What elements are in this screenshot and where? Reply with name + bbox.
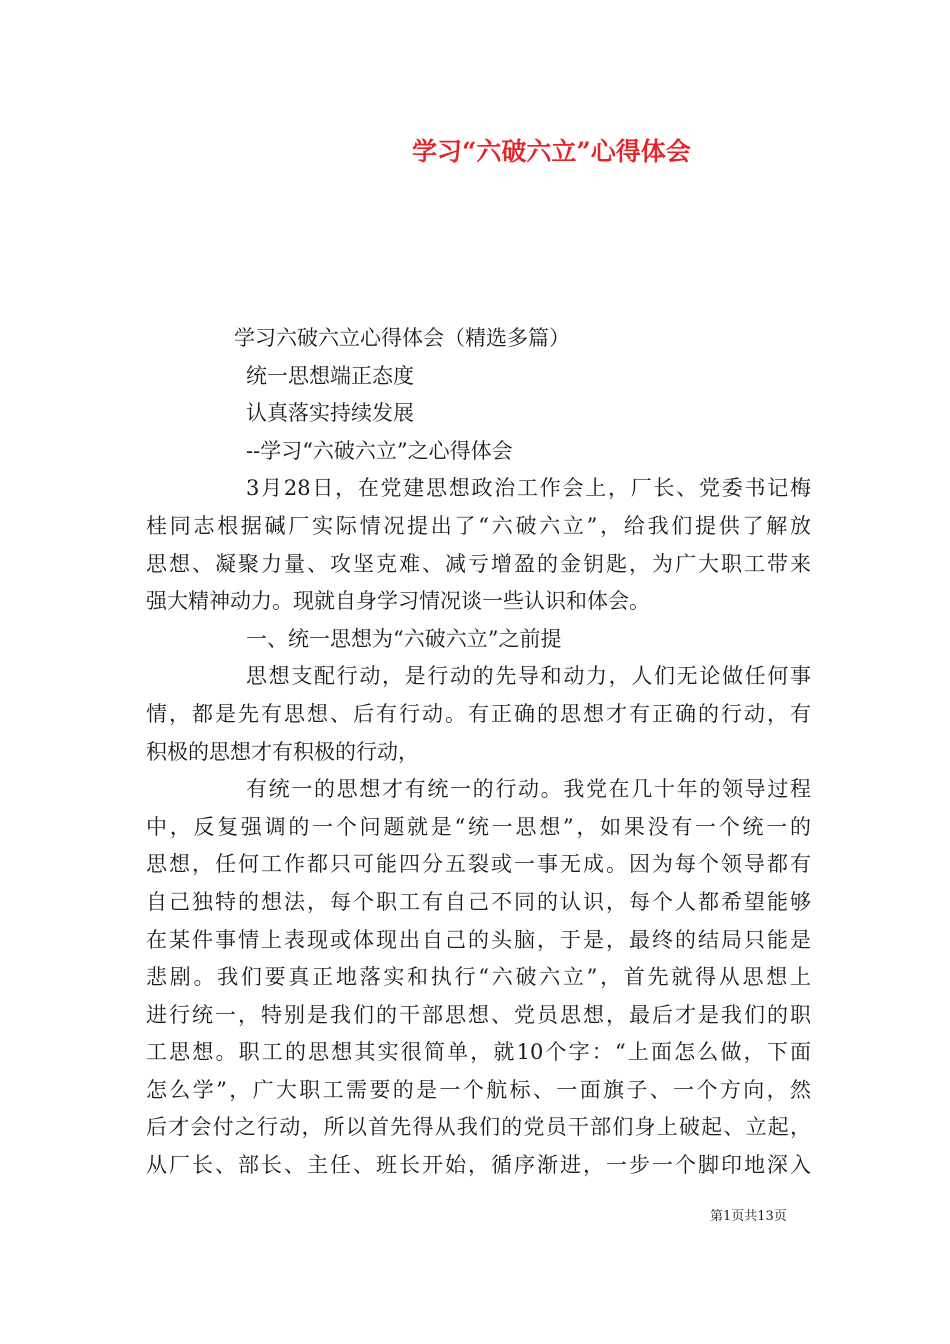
heading-line: 统一思想端正态度 (246, 363, 414, 388)
page-footer: 第1页共13页 (710, 1209, 787, 1224)
paragraph-line: 思想，任何工作都只可能四分五裂或一事无成。因为每个领导都有 (146, 852, 811, 877)
paragraph-line: 强大精神动力。现就自身学习情况谈一些认识和体会。 (146, 589, 650, 614)
paragraph-line: 思想、凝聚力量、攻坚克难、减亏增盈的金钥匙，为广大职工带来 (146, 551, 811, 576)
section-heading: 一、统一思想为“六破六立”之前提 (246, 626, 562, 651)
heading-line: --学习“六破六立”之心得体会 (246, 438, 513, 463)
paragraph-line: 进行统一，特别是我们的干部思想、党员思想，最后才是我们的职 (146, 1002, 811, 1027)
heading-line: 认真落实持续发展 (246, 401, 414, 426)
paragraph-line: 从厂长、部长、主任、班长开始，循序渐进，一步一个脚印地深入 (146, 1153, 811, 1178)
document-body (146, 320, 811, 1185)
page-title: 学习“六破六立”心得体会 (412, 137, 691, 166)
paragraph-line: 3月28日，在党建思想政治工作会上，厂长、党委书记梅 (246, 476, 811, 501)
subtitle-line: 学习六破六立心得体会（精选多篇） (234, 326, 570, 350)
paragraph-line: 有统一的思想才有统一的行动。我党在几十年的领导过程 (246, 777, 811, 802)
paragraph-line: 中，反复强调的一个问题就是“统一思想”，如果没有一个统一的 (146, 814, 811, 839)
paragraph-line: 思想支配行动，是行动的先导和动力，人们无论做任何事 (246, 664, 811, 689)
paragraph-line: 在某件事情上表现或体现出自己的头脑，于是，最终的结局只能是 (146, 927, 811, 952)
paragraph-line: 情，都是先有思想、后有行动。有正确的思想才有正确的行动，有 (146, 701, 811, 726)
paragraph-line: 积极的思想才有积极的行动， (146, 739, 419, 764)
paragraph-line: 自己独特的想法，每个职工有自己不同的认识，每个人都希望能够 (146, 889, 811, 914)
paragraph-line: 工思想。职工的思想其实很简单，就10个字：“上面怎么做，下面 (146, 1040, 811, 1065)
paragraph-line: 后才会付之行动，所以首先得从我们的党员干部们身上破起、立起， (146, 1115, 811, 1140)
paragraph-line: 怎么学”，广大职工需要的是一个航标、一面旗子、一个方向，然 (146, 1077, 811, 1102)
paragraph-line: 悲剧。我们要真正地落实和执行“六破六立”，首先就得从思想上 (146, 965, 811, 990)
paragraph-line: 桂同志根据碱厂实际情况提出了“六破六立”，给我们提供了解放 (146, 513, 811, 538)
